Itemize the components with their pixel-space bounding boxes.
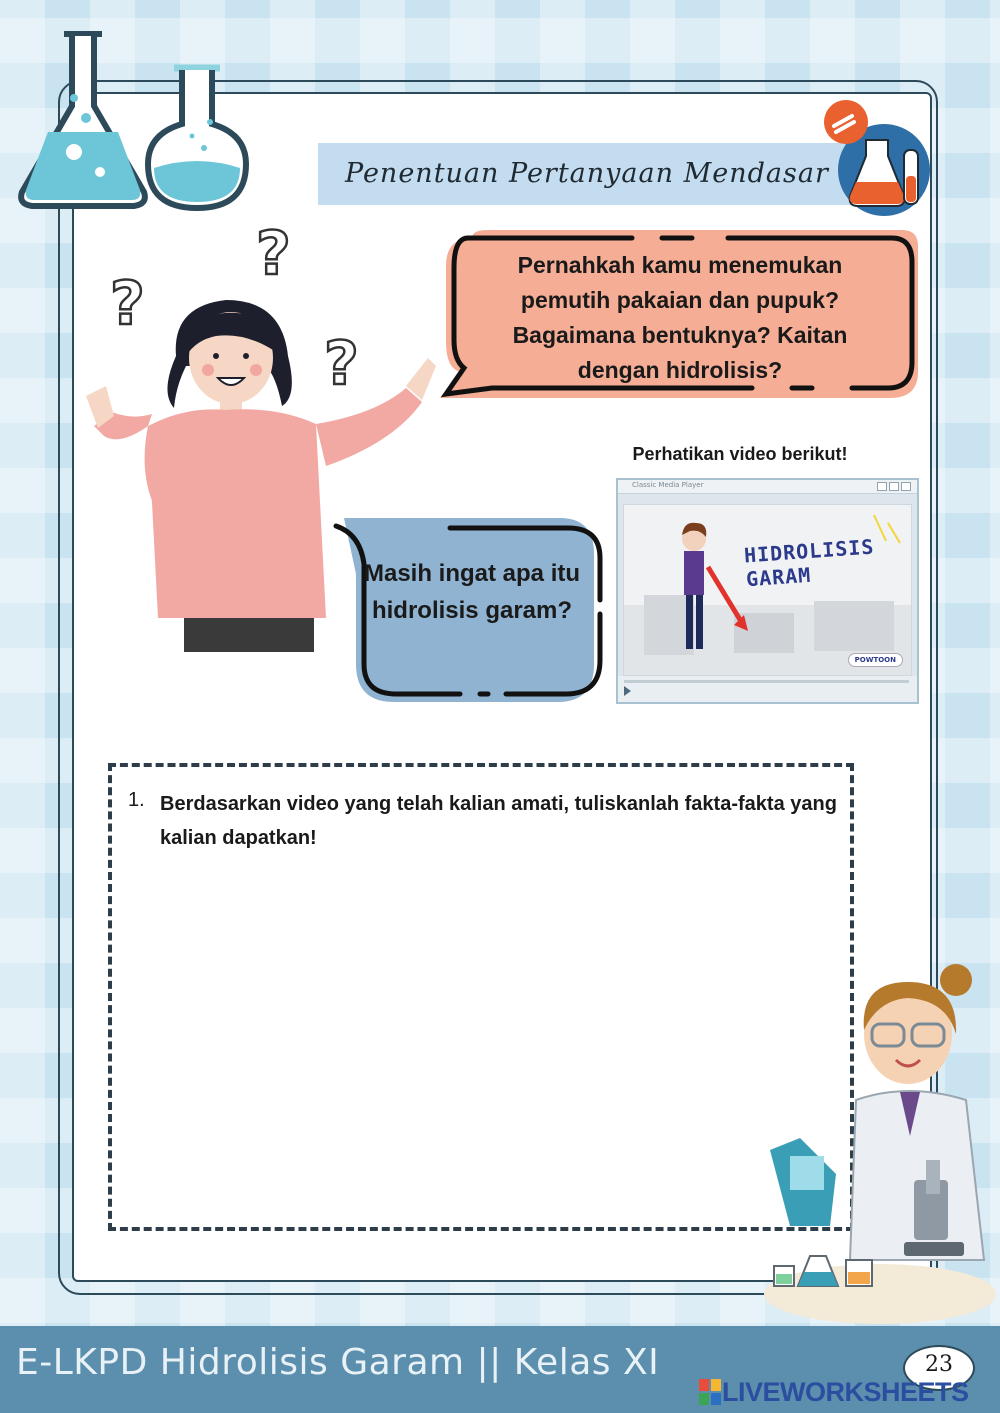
page-title: Penentuan Pertanyaan Mendasar: [345, 158, 829, 189]
minimize-icon[interactable]: [877, 482, 887, 491]
liveworksheets-brand[interactable]: LIVEWORKSHEETS: [722, 1377, 969, 1407]
player-titlebar: [618, 480, 917, 494]
scientist-illustration: [760, 960, 996, 1326]
chemistry-badge-icon: [812, 96, 932, 220]
speech-bubble-top-text: Pernahkah kamu menemukan pemutih pakaian dan pupuk? Bagaimana bentuknya? Kaitan dengan hidrolisis?: [512, 252, 848, 383]
video-title-line1: HIDROLISIS: [743, 534, 876, 568]
player-title: Classic Media Player: [632, 481, 704, 489]
video-title-line2: GARAM: [745, 562, 812, 592]
seek-bar[interactable]: [624, 680, 909, 683]
question-mark-icon: [250, 218, 306, 282]
speech-bubble-left-text: Masih ingat apa itu hidrolisis garam?: [363, 560, 581, 624]
svg-text:?: ?: [110, 269, 145, 332]
question-number: 1.: [128, 789, 145, 811]
question-text: Berdasarkan video yang telah kalian amati, tuliskanlah fakta-fakta yang kalian dapatkan!: [160, 793, 837, 849]
page-number: 23: [925, 1352, 953, 1377]
maximize-icon[interactable]: [889, 482, 899, 491]
close-icon[interactable]: [901, 482, 911, 491]
video-screen[interactable]: [623, 504, 912, 676]
flask-icon: [14, 22, 249, 222]
powtoon-badge: POWTOON: [848, 653, 903, 667]
video-caption: Perhatikan video berikut!: [632, 444, 848, 464]
video-player[interactable]: [616, 478, 919, 704]
video-thumbnail: [624, 505, 912, 676]
player-controls: [618, 676, 917, 702]
footer-title: E-LKPD Hidrolisis Garam || Kelas XI: [16, 1342, 660, 1383]
svg-text:?: ?: [324, 329, 359, 392]
play-icon[interactable]: [624, 686, 631, 696]
svg-text:?: ?: [256, 219, 291, 282]
liveworksheets-logo-icon[interactable]: [699, 1379, 721, 1405]
